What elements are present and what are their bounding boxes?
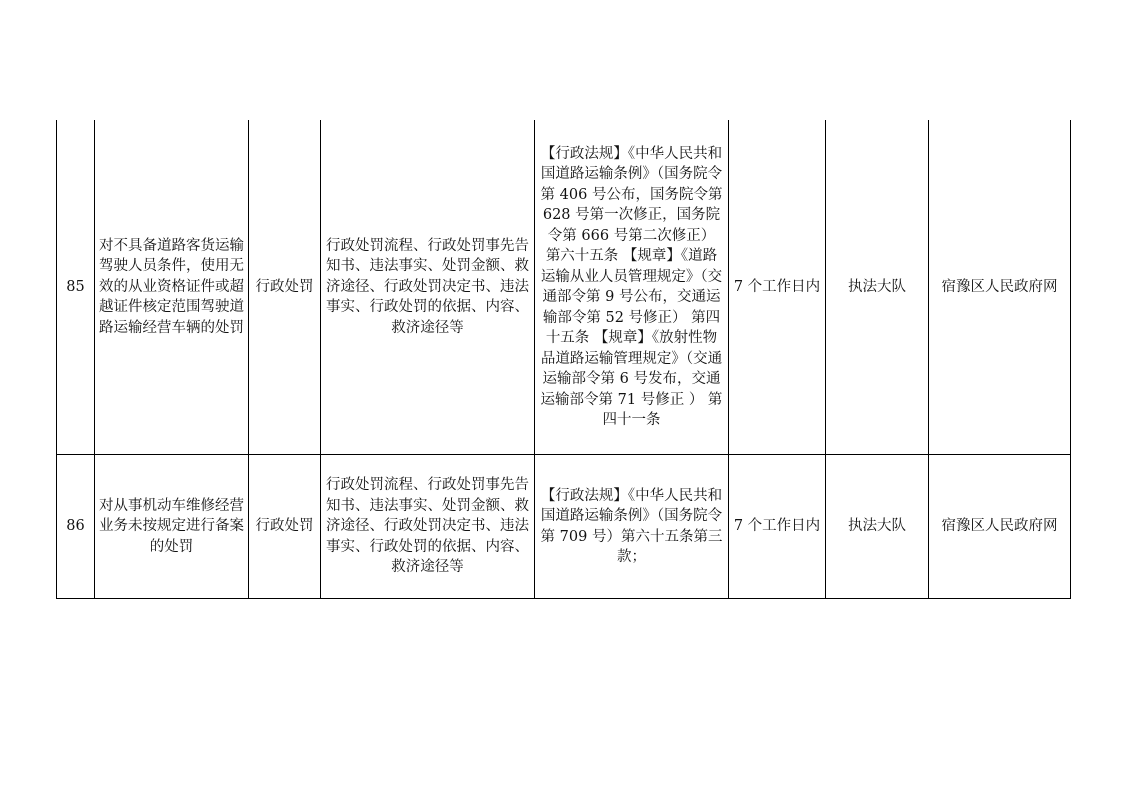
item-type: 行政处罚	[249, 120, 321, 455]
disclosure-channel: 宿豫区人民政府网	[929, 455, 1071, 599]
disclosure-table	[56, 120, 1071, 599]
disclosure-content: 行政处罚流程、行政处罚事先告知书、违法事实、处罚金额、救济途径、行政处罚决定书、违法事实、行政处罚的依据、内容、救济途径等	[321, 120, 535, 455]
item-name: 对从事机动车维修经营业务未按规定进行备案的处罚	[95, 455, 249, 599]
disclosure-channel: 宿豫区人民政府网	[929, 120, 1071, 455]
item-name: 对不具备道路客货运输驾驶人员条件，使用无效的从业资格证件或超越证件核定范围驾驶道路运输经营车辆的处罚	[95, 120, 249, 455]
row-number: 85	[57, 120, 95, 455]
row-number: 86	[57, 455, 95, 599]
table-row	[57, 120, 1071, 455]
disclosure-period: 7 个工作日内	[729, 120, 826, 455]
legal-basis: 【行政法规】《中华人民共和国道路运输条例》（国务院令第 709 号）第六十五条第三款；	[535, 455, 729, 599]
legal-basis: 【行政法规】《中华人民共和国道路运输条例》（国务院令第 406 号公布，国务院令第 628 号第一次修正，国务院令第 666 号第二次修正） 第六十五条 【规章】《道路运输从业人员管理规定》（交通部令第 9 号公布，交通运输部令第 52 号修正） 第四十五条 【规章】《放射性物品道路运输管理规定》（交通运输部令第 6 号发布，交通运输部令第 71 号修正 ） 第四十一条	[535, 120, 729, 455]
item-type: 行政处罚	[249, 455, 321, 599]
disclosure-period: 7 个工作日内	[729, 455, 826, 599]
disclosure-subject: 执法大队	[826, 120, 929, 455]
disclosure-content: 行政处罚流程、行政处罚事先告知书、违法事实、处罚金额、救济途径、行政处罚决定书、违法事实、行政处罚的依据、内容、救济途径等	[321, 455, 535, 599]
table-row	[57, 455, 1071, 599]
disclosure-subject: 执法大队	[826, 455, 929, 599]
